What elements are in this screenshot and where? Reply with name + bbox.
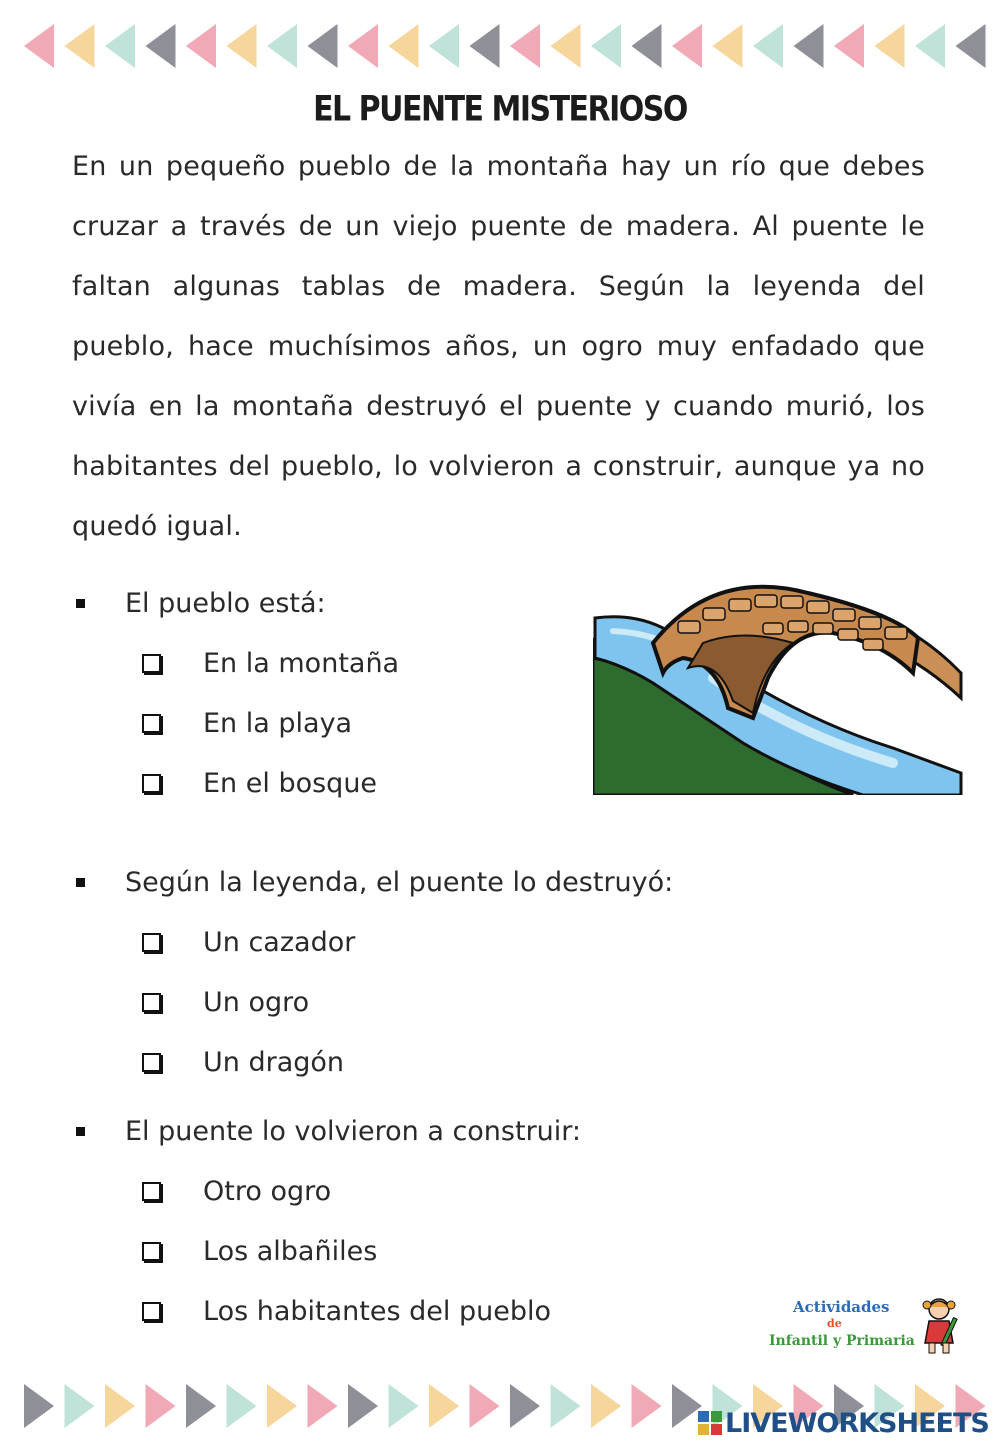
bunting-flag (672, 24, 702, 68)
bunting-flag (429, 24, 459, 68)
q1-option-3-label: En el bosque (203, 768, 378, 799)
q3-option-2[interactable] (142, 1236, 377, 1267)
question-1-text: El pueblo está: (125, 588, 326, 619)
checkbox-icon[interactable] (142, 933, 161, 952)
bunting-flag (753, 24, 783, 68)
bunting-flag (470, 1384, 500, 1428)
actividades-logo (765, 1293, 965, 1358)
checkbox-icon[interactable] (142, 654, 161, 673)
bunting-flag (551, 24, 581, 68)
top-bunting-decoration (0, 18, 1000, 74)
bunting-flag (105, 24, 135, 68)
bunting-flag (105, 1384, 135, 1428)
q1-option-1[interactable] (142, 648, 399, 679)
logo-line-2: de (827, 1317, 842, 1330)
logo-line-3: Infantil y Primaria (769, 1333, 915, 1349)
bullet-icon (76, 878, 85, 887)
q2-option-2-label: Un ogro (203, 987, 310, 1018)
bunting-flag (713, 24, 743, 68)
bunting-flag (510, 24, 540, 68)
question-2 (72, 867, 673, 898)
bunting-flag (65, 1384, 95, 1428)
bunting-flag (875, 24, 905, 68)
bunting-flag (551, 1384, 581, 1428)
liveworksheets-brand[interactable] (697, 1408, 989, 1438)
question-3-text: El puente lo volvieron a construir: (125, 1116, 582, 1147)
q3-option-2-label: Los albañiles (203, 1236, 378, 1267)
q1-option-3[interactable] (142, 768, 377, 799)
checkbox-icon[interactable] (142, 1182, 161, 1201)
bullet-icon (76, 599, 85, 608)
checkbox-icon[interactable] (142, 1302, 161, 1321)
liveworksheets-logo-icon (697, 1410, 723, 1436)
q3-option-3[interactable] (142, 1296, 551, 1327)
q3-option-3-label: Los habitantes del pueblo (203, 1296, 551, 1327)
bunting-flag (794, 24, 824, 68)
bunting-flag (267, 24, 297, 68)
bunting-flag (227, 1384, 257, 1428)
bunting-flag (146, 1384, 176, 1428)
bunting-flag (146, 24, 176, 68)
bunting-flag (24, 1384, 54, 1428)
question-1 (72, 588, 326, 619)
checkbox-icon[interactable] (142, 714, 161, 733)
checkbox-icon[interactable] (142, 1242, 161, 1261)
question-2-text: Según la leyenda, el puente lo destruyó: (125, 867, 674, 898)
bunting-flag (956, 24, 986, 68)
story-paragraph: En un pequeño pueblo de la montaña hay un río que debes cruzar a través de un viejo puente de madera. Al puente le faltan algunas tablas de madera. Según la leyenda del pueblo, hace muchísimos años, un ogro muy enfadado que vivía en la montaña destruyó el puente y cuando murió, los habitantes del pueblo, lo volvieron a construir, aunque ya no quedó igual. (72, 151, 925, 542)
bunting-flag (348, 24, 378, 68)
bunting-flag (591, 1384, 621, 1428)
bunting-flag (470, 24, 500, 68)
q3-option-1-label: Otro ogro (203, 1176, 332, 1207)
checkbox-icon[interactable] (142, 774, 161, 793)
logo-line-1: Actividades (793, 1298, 890, 1316)
bridge-illustration (593, 583, 963, 795)
child-mascot-icon (917, 1295, 961, 1355)
checkbox-icon[interactable] (142, 993, 161, 1012)
bunting-flag (65, 24, 95, 68)
bunting-flag (915, 24, 945, 68)
bullet-icon (76, 1127, 85, 1136)
bunting-flag (510, 1384, 540, 1428)
bunting-flag (348, 1384, 378, 1428)
q2-option-2[interactable] (142, 987, 309, 1018)
bunting-flag (267, 1384, 297, 1428)
bunting-flag (389, 1384, 419, 1428)
worksheet-title: EL PUENTE MISTERIOSO (313, 89, 687, 130)
q2-option-3[interactable] (142, 1047, 344, 1078)
bunting-flag (186, 1384, 216, 1428)
bunting-flag (389, 24, 419, 68)
bunting-flag (186, 24, 216, 68)
question-3 (72, 1116, 581, 1147)
bunting-flag (632, 24, 662, 68)
q2-option-1[interactable] (142, 927, 355, 958)
q2-option-1-label: Un cazador (203, 927, 356, 958)
q1-option-2[interactable] (142, 708, 352, 739)
liveworksheets-label: LIVEWORKSHEETS (725, 1407, 989, 1439)
bunting-flag (429, 1384, 459, 1428)
bunting-flag (632, 1384, 662, 1428)
bunting-flag (834, 24, 864, 68)
bunting-flag (308, 1384, 338, 1428)
checkbox-icon[interactable] (142, 1053, 161, 1072)
bunting-flag (591, 24, 621, 68)
q1-option-1-label: En la montaña (203, 648, 400, 679)
q2-option-3-label: Un dragón (203, 1047, 345, 1078)
q1-option-2-label: En la playa (203, 708, 353, 739)
bunting-flag (227, 24, 257, 68)
bunting-flag (24, 24, 54, 68)
q3-option-1[interactable] (142, 1176, 331, 1207)
bunting-flag (308, 24, 338, 68)
